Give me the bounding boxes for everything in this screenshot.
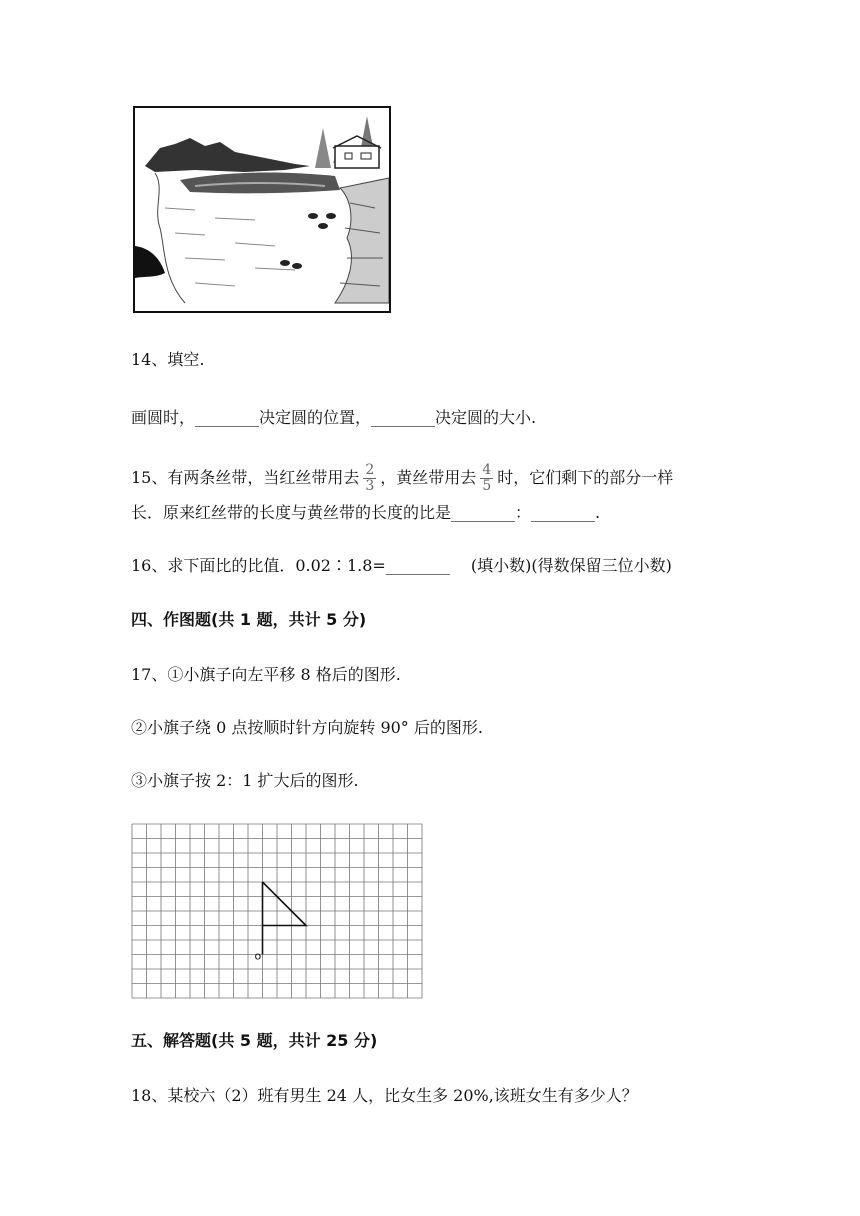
point-o-label: o [254, 949, 262, 963]
question-14-text: 画圆时，________决定圆的位置，________决定圆的大小. [131, 408, 537, 427]
question-15-line-1 [131, 463, 673, 494]
question-17-line-2: ②小旗子绕 0 点按顺时针方向旋转 90° 后的图形. [131, 718, 483, 737]
fraction-numerator: 4 [482, 462, 492, 478]
fraction-four-fifths [480, 463, 493, 494]
fraction-denominator: 3 [365, 478, 375, 494]
question-16-text: 16、求下面比的比值．0.02∶1.8=________ (填小数)(得数保留三位小数) [131, 556, 672, 575]
landscape-drawing [135, 108, 389, 311]
question-17-line-1: 17、①小旗子向左平移 8 格后的图形. [131, 665, 401, 684]
flag-triangle [263, 882, 307, 926]
fraction-two-thirds [363, 463, 376, 494]
question-17-line-3: ③小旗子按 2：1 扩大后的图形. [131, 771, 359, 790]
q15-text-c: 时，它们剩下的部分一样 [497, 468, 674, 487]
drawing-grid [131, 823, 425, 1005]
fraction-denominator: 5 [482, 478, 492, 494]
grid-svg [131, 823, 425, 1001]
question-14-title: 14、填空. [131, 350, 205, 369]
lake-landscape-illustration [133, 106, 391, 313]
q15-text-a: 15、有两条丝带，当红丝带用去 [131, 468, 360, 487]
q15-text-b: ，黄丝带用去 [380, 468, 477, 487]
question-18-text: 18、某校六（2）班有男生 24 人，比女生多 20%,该班女生有多少人？ [131, 1086, 638, 1105]
question-15-line-2: 长．原来红丝带的长度与黄丝带的长度的比是________：________. [131, 503, 601, 522]
section-4-title: 四、作图题(共 1 题，共计 5 分) [131, 610, 367, 629]
section-5-title: 五、解答题(共 5 题，共计 25 分) [131, 1031, 378, 1050]
fraction-numerator: 2 [365, 462, 375, 478]
